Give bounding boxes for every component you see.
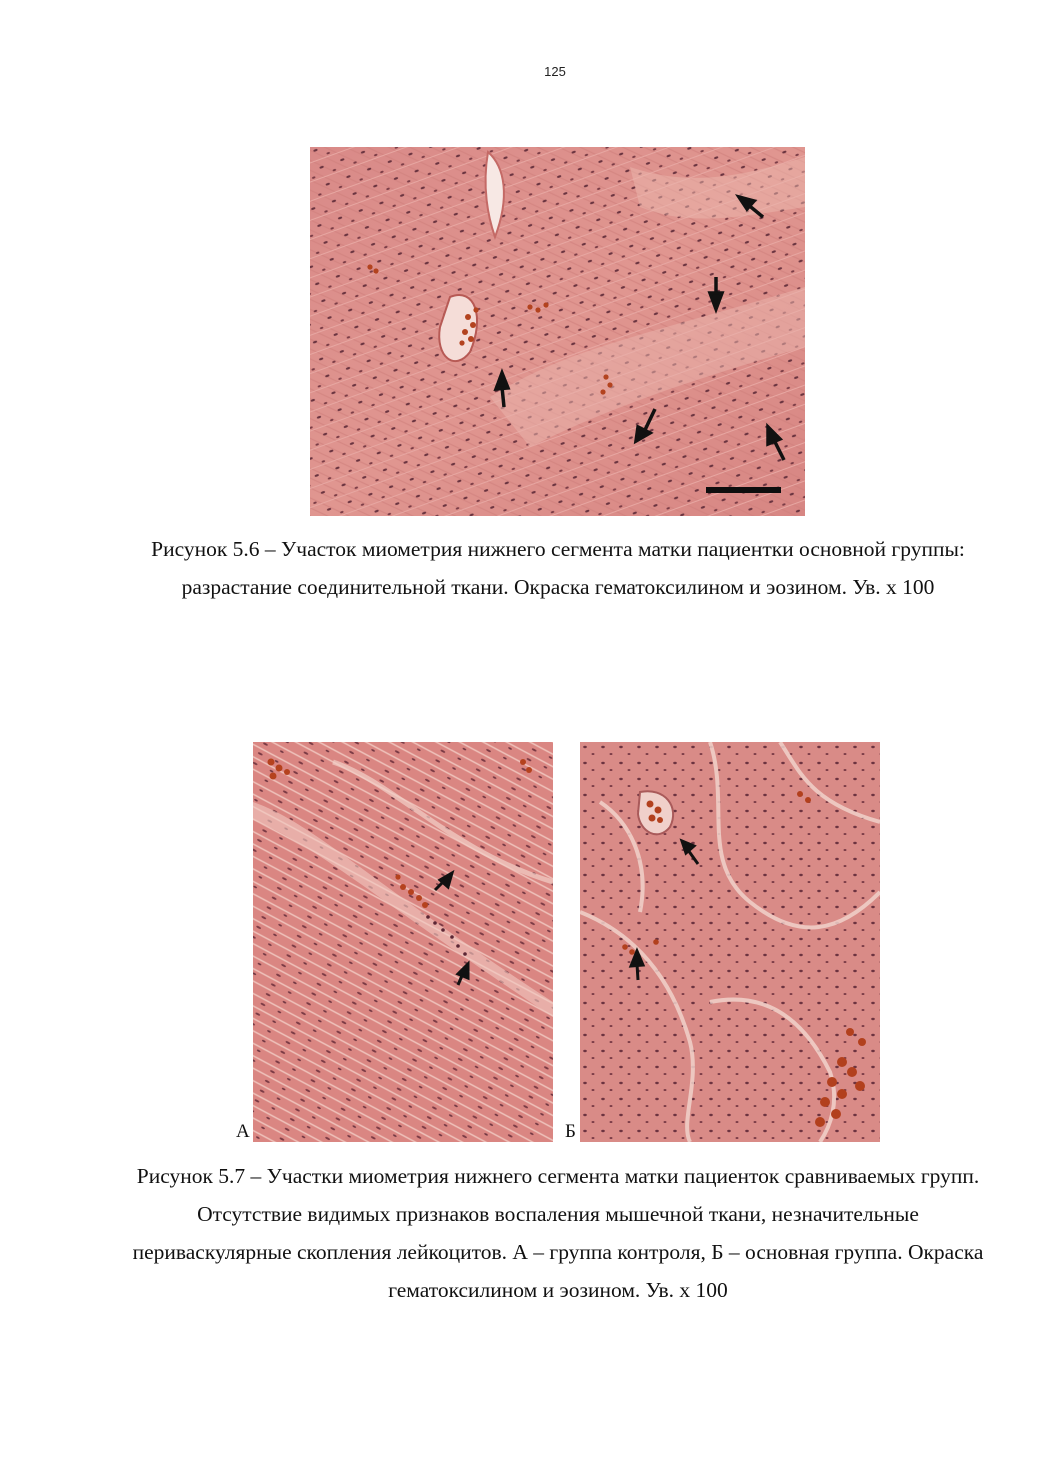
panel-letter-a: А bbox=[236, 1121, 250, 1142]
figure-5-7-caption: Рисунок 5.7 – Участки миометрия нижнего сегмента матки пациенток сравниваемых групп. Отсутствие видимых признаков воспаления мышечной ткани, незначительные периваскулярные скопления лейкоцитов. А – группа контроля, Б – основная группа. Окраска гематоксилином и эозином. Ув. х 100 bbox=[132, 1164, 984, 1302]
scale-bar bbox=[706, 487, 781, 493]
figure-5-6-caption: Рисунок 5.6 – Участок миометрия нижнего сегмента матки пациентки основной группы: разрастание соединительной ткани. Окраска гематоксилином и эозином. Ув. х 100 bbox=[151, 537, 965, 599]
figure-5-6-micrograph bbox=[310, 147, 805, 516]
figure-5-7-panel-b bbox=[580, 742, 880, 1142]
panel-letter-b: Б bbox=[565, 1121, 576, 1142]
page-number: 125 bbox=[544, 64, 566, 79]
figure-5-7-panel-a bbox=[253, 742, 553, 1142]
